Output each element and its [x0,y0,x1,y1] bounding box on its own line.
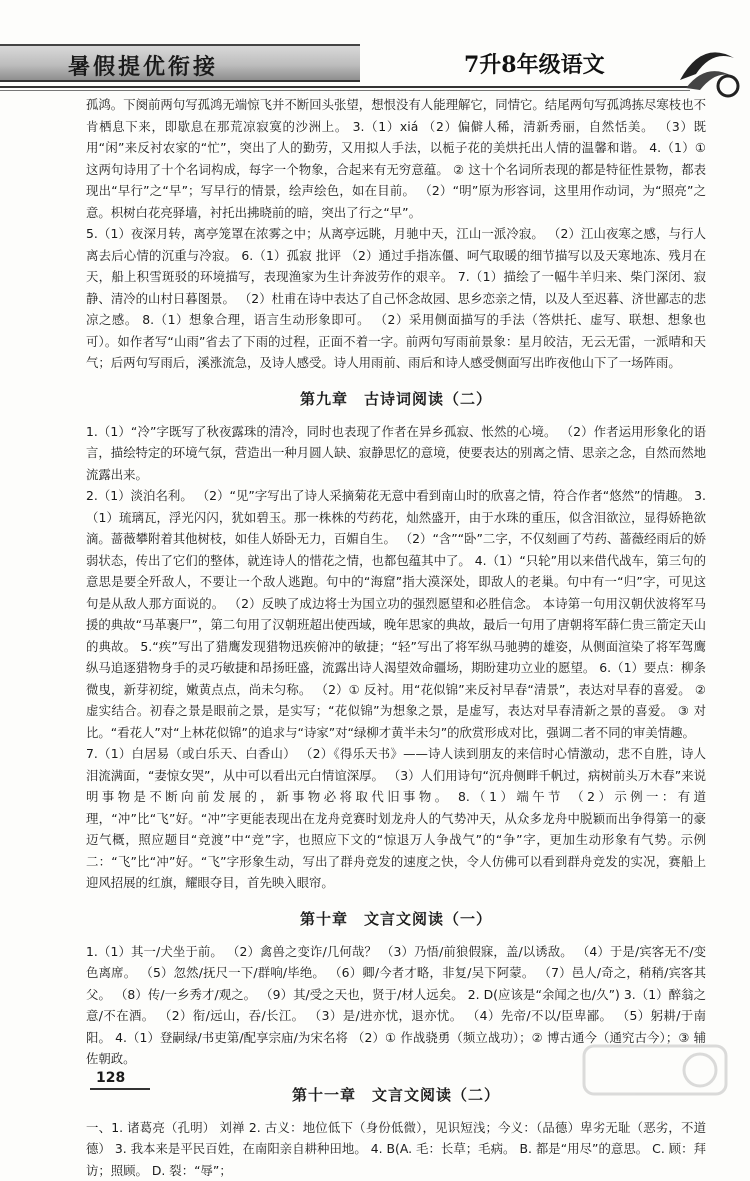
header-rule-thin [0,90,690,91]
answer-paragraph: 7.（1）白居易（或白乐天、白香山） （2）《得乐天书》——诗人读到朋友的来信时心情激动，悲不自胜，诗人泪流满面，“妻惊女哭”，从中可以看出元白情谊深厚。 （3）人们用诗句“沉舟侧畔千帆过，病树前头万木春”来说明事物是不断向前发展的，新事物必将取代旧事物。 8.（1）端午节 （2）示例一：有道理，“冲”比“飞”好。“冲”字更能表现出在龙舟竞赛时划龙舟人的气势冲天，从众多龙舟中脱颖而出争得第一的豪迈气概，照应题目“竞渡”中“竞”字，也照应下文的“惊退万人争战气”的“争”字，更加生动形象有气势。示例二：“飞”比“冲”好。“飞”字形象生动，写出了群舟竞发的速度之快，令人仿佛可以看到群舟竞发的实况，赛船上迎风招展的红旗，耀眼夺目，首先映入眼帘。 [86,743,706,894]
answer-paragraph: 孤鸿。下阕前两句写孤鸿无端惊飞并不断回头张望，想恨没有人能理解它，同情它。结尾两句写孤鸿拣尽寒枝也不肯栖息下来，即歇息在那荒凉寂寞的沙洲上。 3.（1）xiá （2）偏僻人稀，清新秀丽，自然恬美。 （3）既用“闲”来反衬农家的“忙”，突出了人的勤劳，又用拟人手法，以栀子花的美烘托出人情的温馨和谐。 4.（1）① 这两句诗用了十个名词构成，每字一个物象，合起来有无穷意蕴。 ② 这十个名词所表现的都是特征性景物，都表现出“早行”之“早”；写早行的情景，绘声绘色，如在目前。 （2）“明”原为形容词，这里用作动词，为“照亮”之意。枳树白花亮驿墙，衬托出拂晓前的暗，突出了行之“早”。 [86,94,706,223]
page-header [0,0,750,100]
answer-paragraph: 2.（1）淡泊名利。 （2）“见”字写出了诗人采摘菊花无意中看到南山时的欣喜之情，符合作者“悠然”的情趣。 3.（1）琉璃瓦，浮光闪闪，犹如碧玉。那一株株的芍药花，灿然盛开，由于水珠的重压，似含泪欲泣，显得娇艳欲滴。蔷薇攀附着其他树枝，如佳人娇卧无力，百媚自生。 （2）“含”“卧”二字，不仅刻画了芍药、蔷薇经雨后的娇弱状态，传出了它们的整体，就连诗人的惜花之情，也都包蕴其中了。 4.（1）“只轮”用以来借代战车，第三句的意思是要全歼敌人，不要让一个敌人逃跑。句中的“海窟”指大漠深处，即敌人的老巢。句中有一“归”字，可见这句是从敌人那方面说的。 （2）反映了成边将士为国立功的强烈愿望和必胜信念。 本诗第一句用汉朝伏波将军马援的典故“马革裹尸”，第二句用了汉朝班超出使西域，晚年思家的典故，最后一句用了唐朝将军薛仁贵三箭定天山的典故。 5.“疾”写出了猎鹰发现猎物迅疾俯冲的敏捷；“轻”写出了将军纵马驰骋的雄姿，从侧面渲染了将军驾鹰纵马追逐猎物身手的灵巧敏捷和昂扬旺盛，流露出诗人渴望效命疆场，期盼建功立业的愿望。 6.（1）要点：柳条微曳，新芽初绽，嫩黄点点，尚未匀称。 （2）① 反衬。用“花似锦”来反衬早春“清景”，表达对早春的喜爱。 ② 虚实结合。初春之景是眼前之景，是实写；“花似锦”为想象之景，是虚写，表达对早春清新之景的喜爱。 ③ 对比。“看花人”对“上林花似锦”的追求与“诗家”对“绿柳才黄半未匀”的欣赏形成对比，强调二者不同的审美情趣。 [86,485,706,743]
answer-paragraph: 1.（1）其一/犬坐于前。 （2）禽兽之变诈/几何哉？ （3）乃悟/前狼假寐，盖/以诱敌。 （4）于是/宾客无不/变色离席。 （5）忽然/抚尺一下/群响/毕绝。 （6）卿/今者才略，非复/吴下阿蒙。 （7）邑人/奇之，稍稍/宾客其父。 （8）传/一乡秀才/观之。 （9）其/受之天也，贤于/材人远矣。 2. D(应该是“余闻之也/久”) 3.（1）醉翁之意/不在酒。 （2）衔/远山，吞/长江。 （3）是/进亦忧，退亦忧。 （4）先帝/不以/臣卑鄙。 （5）躬耕/于南阳。 4.（1）登嗣绿/书吏第/配享宗庙/为宋名将 （2）① 作战骁勇（频立战功）；② 博古通今（通究古今）；③ 辅佐朝政。 [86,941,706,1070]
page-number-underline [90,1088,150,1090]
answer-paragraph: 一、1. 诸葛亮（孔明） 刘禅 2. 古义：地位低下（身份低微），见识短浅；今义：（品德）卑劣无耻（恶劣，不道德） 3. 我本来是平民百姓，在南阳亲自耕种田地。 4. B(A. 毛：长草；毛病。 B. 都是“用尽”的意思。 C. 顾：拜访；照顾。 D. 裂：“辱”； [86,1117,706,1181]
header-rule [0,86,690,88]
watermark-stamp-icon [580,1040,730,1100]
answer-content [86,94,706,1181]
page-number: 128 [96,1070,125,1086]
answer-paragraph: 1.（1）“冷”字既写了秋夜露珠的清冷，同时也表现了作者在异乡孤寂、怅然的心境。 （2）作者运用形象化的语言，描绘特定的环境气氛，营造出一种月圆人缺、寂静思忆的意境，使要表达的别离之情、思亲之念，自然而然地流露出来。 [86,421,706,486]
answer-paragraph: 5.（1）夜深月转，离亭笼罩在浓雾之中；从离亭远眺，月驰中天，江山一派冷寂。 （2）江山夜寒之感，与行人离去后心情的沉重与冷寂。 6.（1）孤寂 批评 （2）通过手指冻僵、呵气取暖的细节描写以及天寒地冻、残月在天，船上积雪斑驳的环境描写，表现渔家为生计奔波劳作的艰辛。 7.（1）描绘了一幅牛羊归来、柴门深闭、寂静、清冷的山村日暮图景。 （2）杜甫在诗中表达了自己怀念故园、思乡恋亲之情，以及人至迟暮、济世鄙志的悲凉之感。 8.（1）想象合理，语言生动形象即可。 （2）采用侧面描写的手法（答烘托、虚写、联想、想象也可）。如作者写“山雨”省去了下雨的过程，正面不着一字。前两句写雨前景象：星月皎洁，无云无雷，一派晴和天气；后两句写雨后，溪涨流急，及诗人感受。诗人用雨前、雨后和诗人感受侧面写出昨夜他山下了一场阵雨。 [86,223,706,374]
book-title: 暑假提优衔接 [68,50,218,81]
book-subtitle: 7升8年级语文 [464,48,605,79]
chapter-heading: 第九章 古诗词阅读（二） [86,388,706,409]
chapter-heading: 第十章 文言文阅读（一） [86,908,706,929]
chapter-heading: 第十一章 文言文阅读（二） [86,1084,706,1105]
swirl-logo-icon [672,40,742,100]
